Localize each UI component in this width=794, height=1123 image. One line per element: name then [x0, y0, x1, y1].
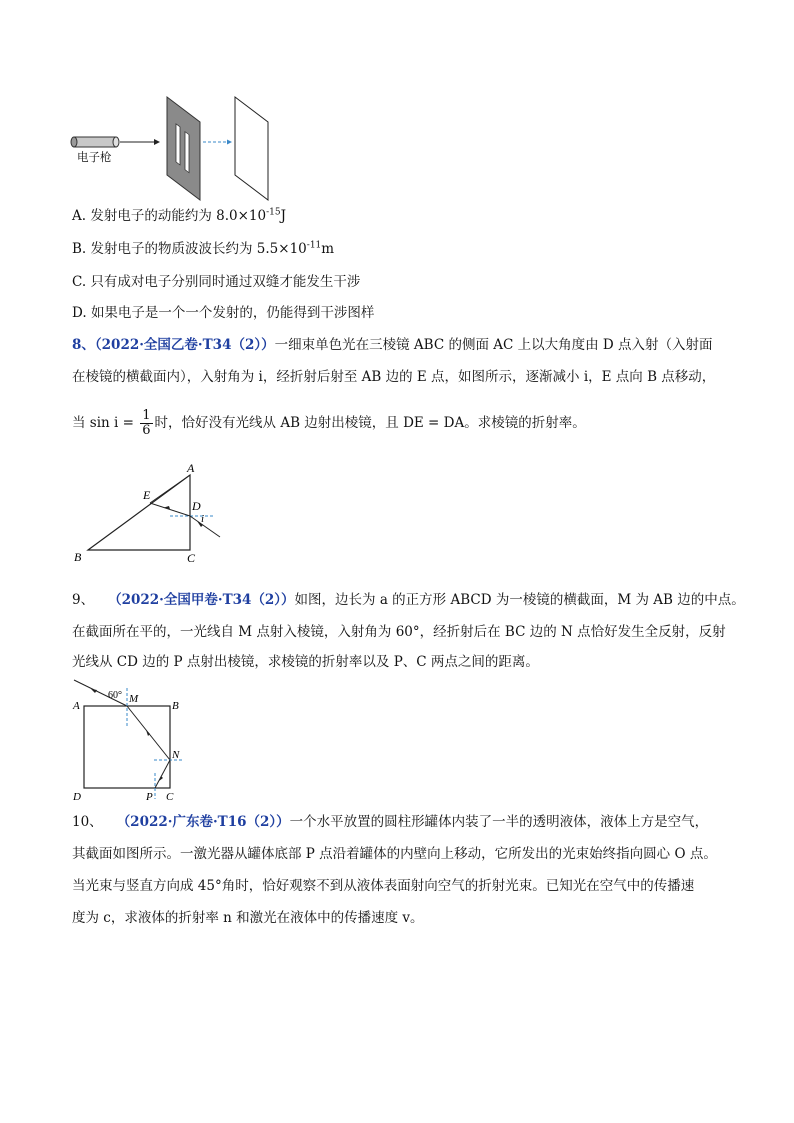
label-b: B: [74, 550, 82, 564]
option-a: [72, 207, 286, 225]
label-c: C: [187, 551, 196, 565]
q8-source: （2022·全国乙卷·T34（2））: [94, 337, 275, 353]
prism-triangle: [88, 475, 190, 550]
option-unit: J: [280, 208, 287, 224]
fraction-denominator: 6: [142, 423, 151, 438]
electron-gun-label: 电子枪: [77, 150, 112, 164]
label-a: A: [187, 461, 195, 475]
option-label: A.: [72, 208, 87, 224]
q8-sin-label: 当 sin i =: [72, 415, 134, 431]
label-p: P: [146, 791, 153, 803]
q8-number: 8、: [72, 337, 95, 353]
q10-line-3: 当光束与竖直方向成 45°角时，恰好观察不到从液体表面射向空气的折射光束。已知光在空气中的传播速: [72, 878, 695, 894]
label-c: C: [166, 791, 174, 803]
option-label: C.: [72, 274, 87, 290]
option-text: 只有成对电子分别同时通过双缝才能发生干涉: [90, 274, 361, 290]
q9-line-3: 光线从 CD 边的 P 点射出棱镜，求棱镜的折射率以及 P、C 两点之间的距离。: [72, 654, 539, 670]
q10-line-4: 度为 c，求液体的折射率 n 和激光在液体中的传播速度 v。: [72, 910, 424, 926]
label-d: D: [192, 499, 201, 513]
label-b: B: [172, 700, 179, 712]
option-text: 发射电子的动能约为 8.0×10: [90, 208, 267, 224]
q10-number: 10、: [72, 814, 103, 830]
fraction-numerator: 1: [142, 408, 151, 423]
figure-square-prism: [70, 678, 190, 804]
option-unit: m: [321, 241, 335, 257]
screen: [235, 97, 268, 200]
q9-text: 如图，边长为 a 的正方形 ABCD 为一棱镜的横截面，M 为 AB 边的中点。: [294, 592, 745, 608]
option-exponent: -15: [266, 207, 281, 218]
option-c: [72, 273, 360, 291]
label-i: i: [201, 513, 205, 525]
q10-line-1: [72, 813, 708, 831]
label-d: D: [73, 791, 81, 803]
option-exponent: -11: [306, 240, 322, 251]
q9-number: 9、: [72, 592, 95, 608]
q8-text-tail: 时，恰好没有光线从 AB 边射出棱镜，且 DE = DA。求棱镜的折射率。: [154, 415, 586, 431]
fraction: [140, 409, 152, 438]
q8-line-1: [72, 336, 713, 354]
label-angle: 60°: [108, 690, 122, 701]
q10-line-2: 其截面如图所示。一激光器从罐体底部 P 点沿着罐体的内壁向上移动，它所发出的光束始终指向圆心 O 点。: [72, 846, 717, 862]
label-m: M: [129, 693, 139, 705]
q9-line-2: 在截面所在平的，一光线自 M 点射入棱镜，入射角为 60°，经折射后在 BC 边的 N 点恰好发生全反射，反射: [72, 624, 726, 640]
slit-plate: [167, 97, 200, 200]
option-d: [72, 304, 374, 322]
option-text: 发射电子的物质波波长约为 5.5×10: [90, 241, 307, 257]
figure-prism-abc: [70, 460, 230, 568]
label-e: E: [143, 488, 151, 502]
q9-source: （2022·全国甲卷·T34（2））: [108, 592, 295, 608]
q8-line-2: 在棱镜的横截面内），入射角为 i，经折射后射至 AB 边的 E 点，如图所示，逐渐减小 i，E 点向 B 点移动，: [72, 369, 716, 385]
q9-line-1: [72, 591, 745, 609]
option-b: [72, 240, 334, 258]
q8-line-3: [72, 405, 586, 441]
option-text: 如果电子是一个一个发射的，仍能得到干涉图样: [90, 305, 375, 321]
option-label: D.: [72, 305, 87, 321]
label-n: N: [172, 749, 180, 761]
q8-text: 一细束单色光在三棱镜 ABC 的侧面 AC 上以大角度由 D 点入射（入射面: [274, 337, 713, 353]
electron-gun: [71, 137, 119, 147]
q10-text: 一个水平放置的圆柱形罐体内装了一半的透明液体，液体上方是空气，: [289, 814, 709, 830]
option-label: B.: [72, 241, 87, 257]
label-a: A: [73, 700, 80, 712]
q10-source: （2022·广东卷·T16（2））: [116, 814, 290, 830]
figure-double-slit: [70, 92, 280, 202]
